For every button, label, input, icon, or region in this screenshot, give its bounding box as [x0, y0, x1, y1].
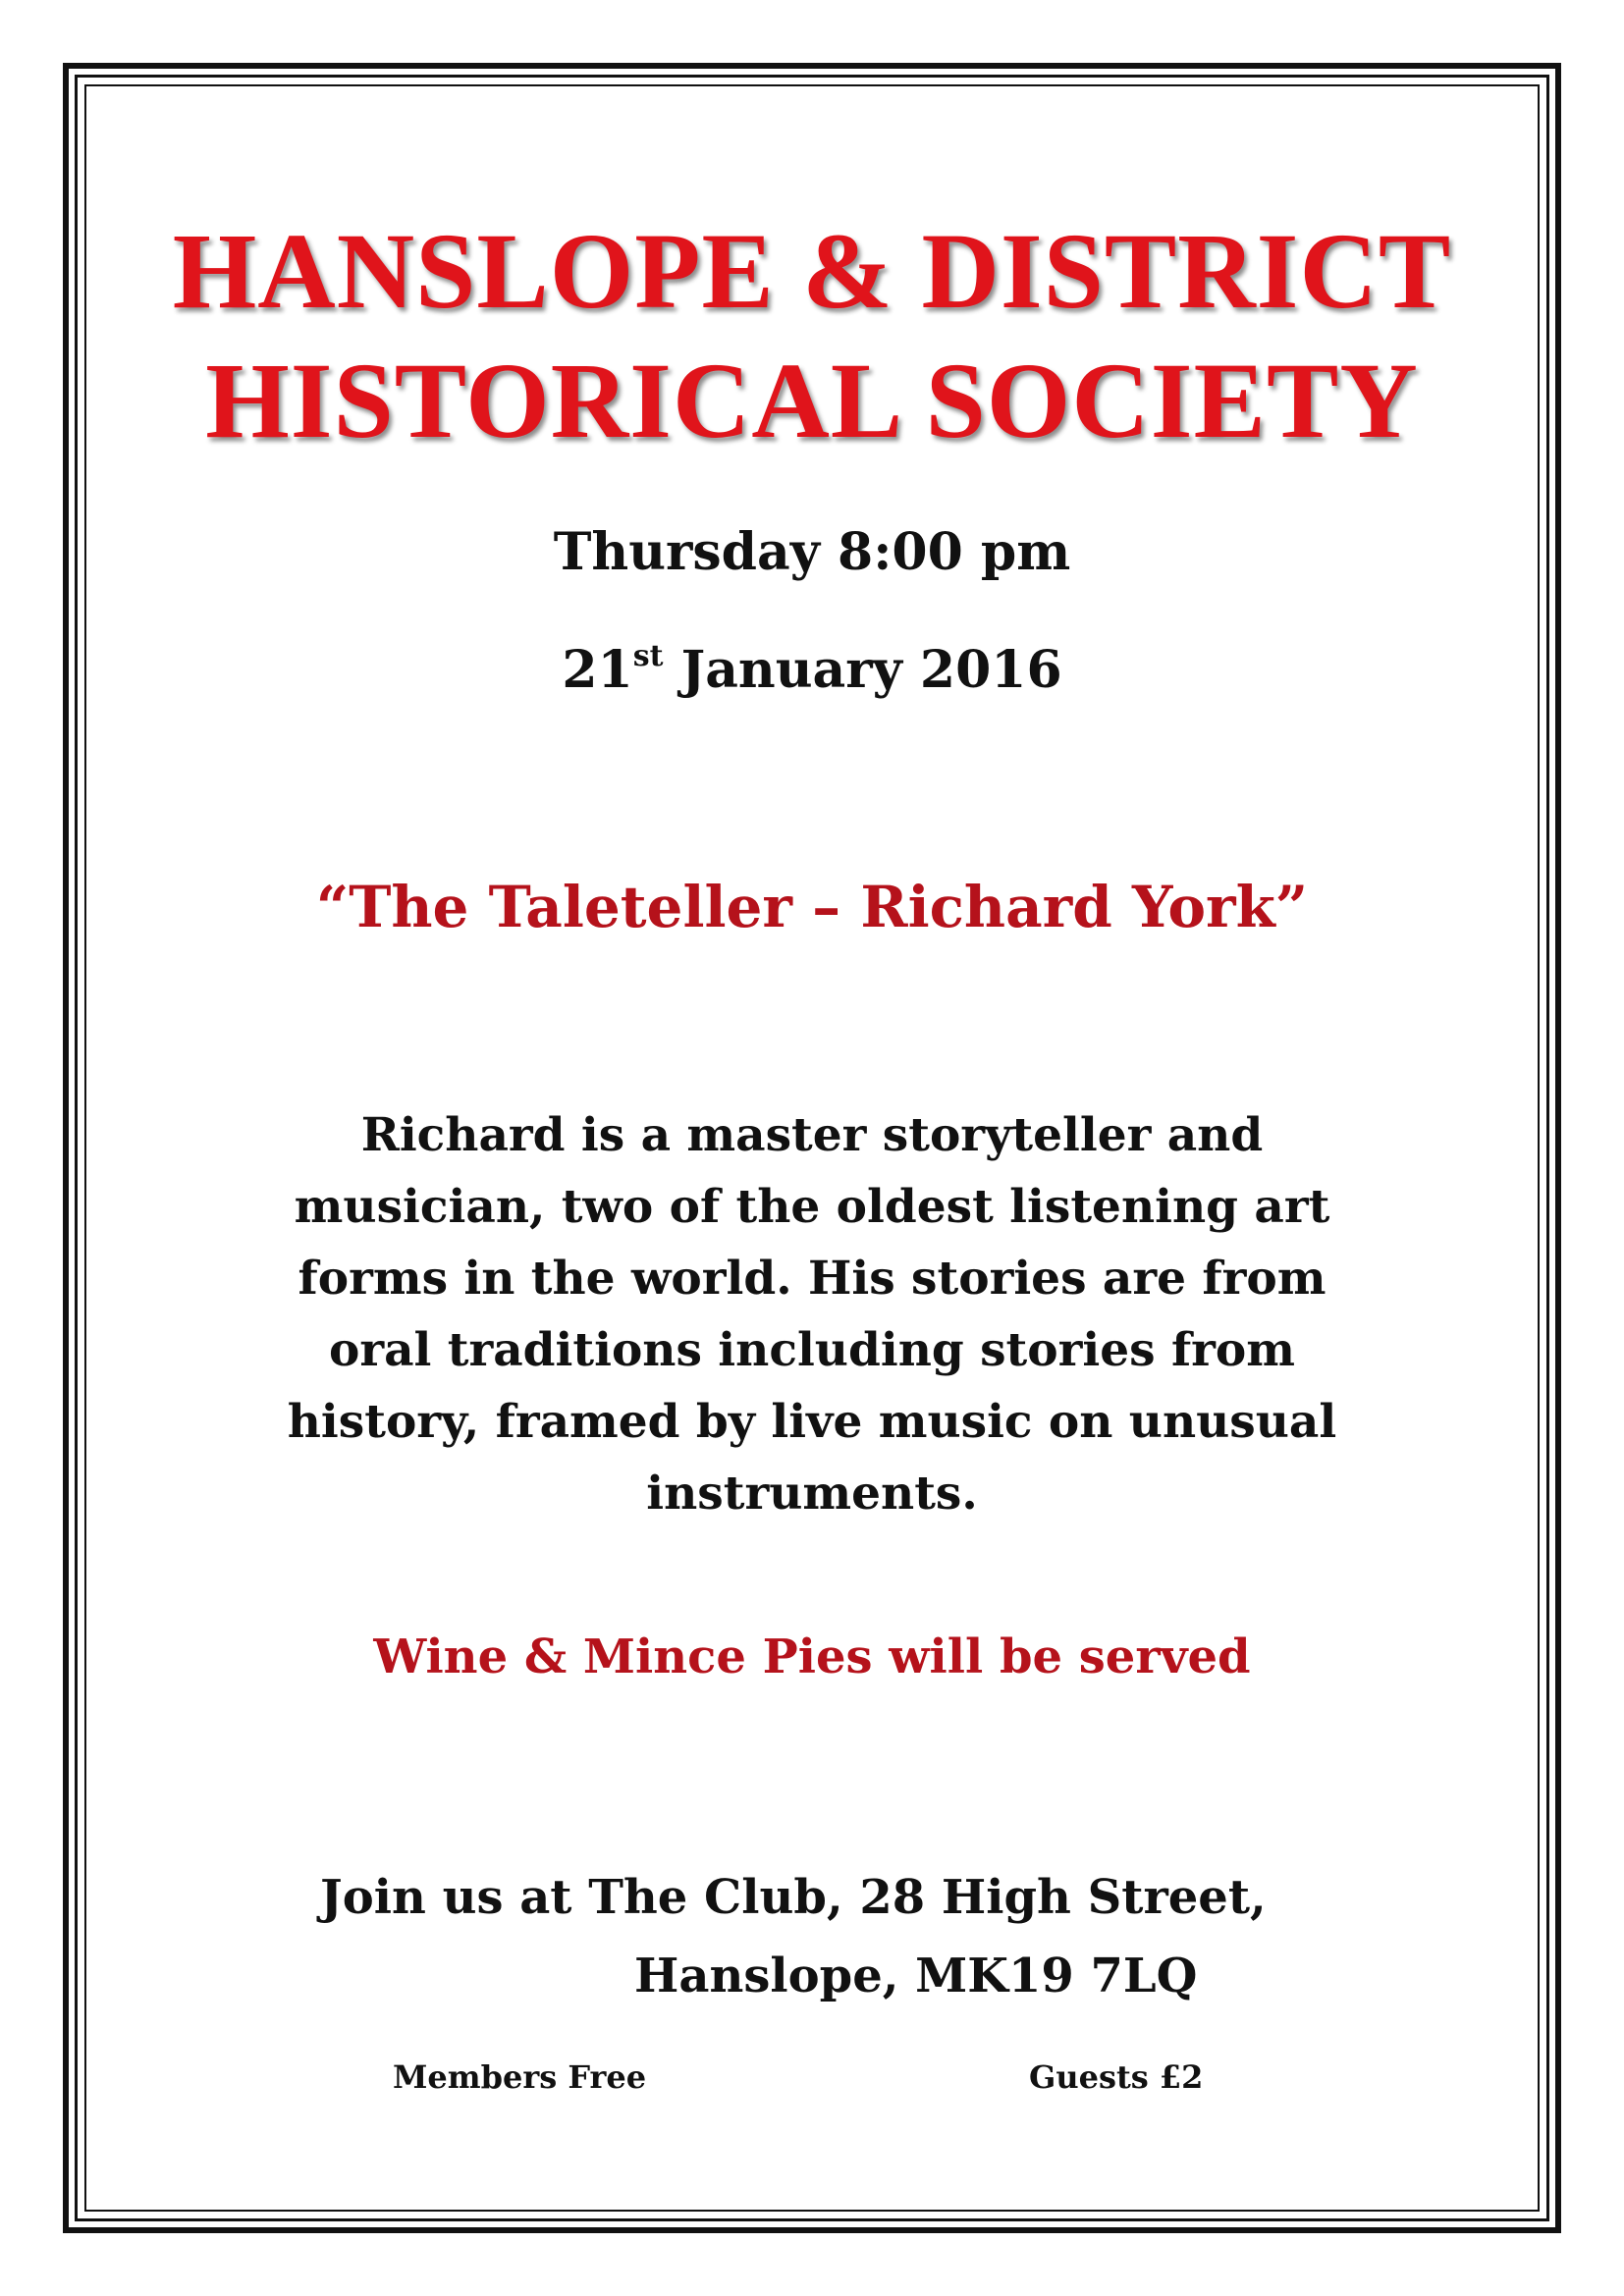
poster [88, 88, 1536, 2208]
society-title [88, 206, 1536, 465]
talk-description [88, 1099, 1536, 1529]
talk-title: “The Taleteller – Richard York” [315, 874, 1309, 940]
event-date-month-year: January 2016 [663, 640, 1062, 700]
refreshments-note: Wine & Mince Pies will be served [373, 1629, 1251, 1684]
guests-price: Guests £2 [1029, 2058, 1204, 2096]
venue-line-1: Join us at The Club, 28 High Street, [320, 1870, 1267, 1925]
description-line: instruments. [646, 1467, 978, 1521]
description-line: oral traditions including stories from [328, 1323, 1296, 1377]
description-line: musician, two of the oldest listening art [294, 1180, 1330, 1234]
society-title-line-1: HANSLOPE & DISTRICT [172, 211, 1452, 331]
event-time: Thursday 8:00 pm [553, 522, 1071, 582]
society-title-line-2: HISTORICAL SOCIETY [205, 341, 1419, 460]
description-line: forms in the world. His stories are from [298, 1252, 1326, 1306]
members-price: Members Free [393, 2058, 647, 2096]
event-date-day: 21 [562, 640, 633, 700]
venue-line-2: Hanslope, MK19 7LQ [634, 1949, 1198, 2003]
event-date-suffix: st [632, 639, 664, 673]
description-line: history, framed by live music on unusual [287, 1395, 1337, 1449]
description-line: Richard is a master storyteller and [360, 1108, 1264, 1162]
event-date [88, 640, 1536, 700]
